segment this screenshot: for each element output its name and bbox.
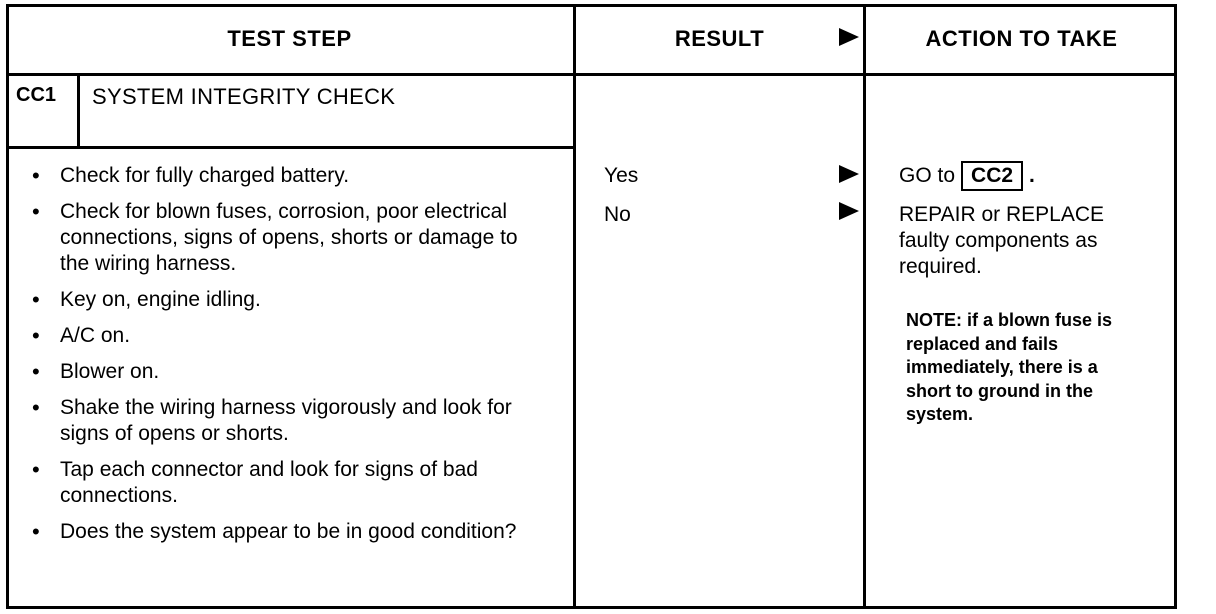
result-no-arrow-icon [839,202,859,220]
step-title-divider [6,146,576,149]
action-yes [899,161,1035,191]
action-yes-prefix: GO to [899,164,956,187]
test-step-list [30,163,540,555]
goto-step-link[interactable]: CC2 [961,161,1023,191]
action-yes-suffix: . [1029,164,1035,187]
header-arrow-icon [839,28,859,46]
result-yes-arrow-icon [839,165,859,183]
list-item: • Shake the wiring harness vigorously and look for signs of opens or shorts. [30,395,540,447]
action-no: REPAIR or REPLACE faulty components as required. [899,203,1105,278]
header-divider [6,73,1177,76]
header-result: RESULT [674,26,765,51]
list-item: • Key on, engine idling. [30,287,540,313]
list-item: • Blower on. [30,359,540,385]
list-item: • Tap each connector and look for signs of bad connections. [30,457,540,509]
step-title: SYSTEM INTEGRITY CHECK [92,84,396,109]
list-item: • Check for blown fuses, corrosion, poor electrical connections, signs of opens, shorts or damage to the wiring harness. [30,199,540,277]
list-item: • Check for fully charged battery. [30,163,540,189]
step-id-divider [77,76,80,148]
step-id: CC1 [16,84,57,106]
column-divider-action [863,4,866,609]
result-no: No [604,203,631,226]
header-test-step: TEST STEP [227,26,352,51]
column-divider-result [573,4,576,609]
list-item: • A/C on. [30,323,540,349]
note-text: NOTE: if a blown fuse is replaced and fails immediately, there is a short to ground in the system. [906,310,1113,424]
result-yes: Yes [604,164,639,187]
header-action: ACTION TO TAKE [925,26,1118,51]
list-item: • Does the system appear to be in good condition? [30,519,540,545]
